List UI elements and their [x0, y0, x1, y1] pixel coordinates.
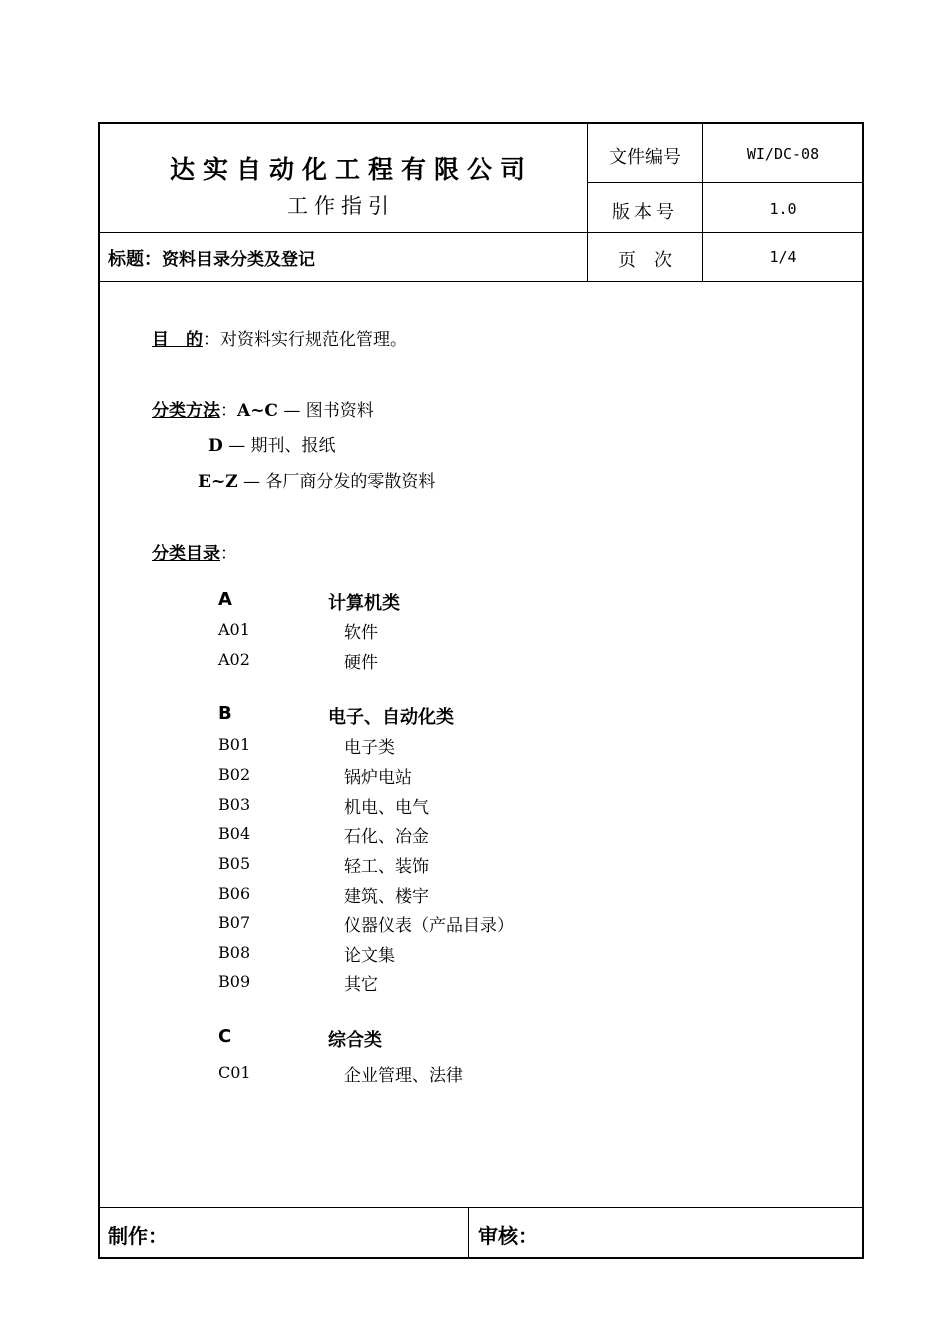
divider [468, 1207, 469, 1258]
item-code: B02 [218, 765, 251, 784]
group-code: B [218, 703, 232, 724]
method-line-3 [198, 467, 435, 492]
item-code: B03 [218, 795, 251, 814]
doc-no-label: 文件编号 [609, 147, 681, 168]
item-code: B05 [218, 854, 251, 873]
made-by-label: 制作： [108, 1224, 168, 1248]
group-name: 电子、自动化类 [328, 707, 454, 728]
divider [99, 281, 863, 282]
item-name: 硬件 [344, 653, 378, 673]
item-name: 其它 [344, 975, 378, 995]
reviewed-by-label: 审核： [478, 1224, 538, 1248]
item-name: 石化、冶金 [344, 827, 429, 847]
item-name: 锅炉电站 [344, 768, 412, 788]
item-name: 仪器仪表（产品目录） [344, 916, 514, 936]
purpose-line [152, 325, 407, 350]
item-name: 建筑、楼宇 [344, 887, 429, 907]
page-label: 页 次 [618, 250, 672, 271]
divider [588, 182, 863, 183]
item-name: 论文集 [344, 946, 395, 966]
title-label: 标题： [108, 249, 162, 270]
item-name: 企业管理、法律 [344, 1066, 463, 1086]
method-label: 分类方法 [152, 401, 220, 421]
divider [99, 232, 863, 233]
group-code: C [218, 1026, 232, 1047]
item-name: 软件 [344, 623, 378, 643]
purpose-colon: ： [203, 330, 220, 350]
item-code: A01 [218, 620, 250, 639]
version-label: 版本号 [612, 202, 678, 223]
group-code: A [218, 589, 232, 610]
item-name: 轻工、装饰 [344, 857, 429, 877]
page-value: 1/4 [769, 248, 797, 266]
document-title [108, 245, 315, 271]
method-text: — 图书资料 [277, 401, 374, 421]
item-name: 电子类 [344, 738, 395, 758]
method-colon: ： [220, 401, 237, 421]
catalog-label: 分类目录 [152, 544, 220, 564]
method-text: — 各厂商分发的零散资料 [237, 472, 436, 492]
item-code: B09 [218, 972, 251, 991]
item-name: 机电、电气 [344, 798, 429, 818]
doc-no-value: WI/DC-08 [746, 145, 820, 163]
group-name: 综合类 [328, 1030, 382, 1051]
company-name: 达实自动化工程有限公司 [170, 155, 534, 184]
divider [99, 1207, 863, 1208]
item-code: B06 [218, 884, 251, 903]
method-line-2 [208, 431, 336, 456]
purpose-label: 目 的 [152, 330, 203, 350]
purpose-text: 对资料实行规范化管理。 [220, 330, 407, 350]
item-code: B07 [218, 913, 251, 932]
method-line-1 [152, 396, 374, 421]
catalog-colon: ： [220, 544, 237, 564]
item-code: B08 [218, 943, 251, 962]
group-name: 计算机类 [328, 593, 400, 614]
method-text: — 期刊、报纸 [222, 436, 336, 456]
method-code: D [208, 436, 223, 456]
item-code: B01 [218, 735, 251, 754]
item-code: B04 [218, 824, 251, 843]
method-code: A~C [237, 401, 278, 421]
document-type: 工作指引 [287, 194, 395, 218]
document-frame [98, 122, 864, 1259]
version-value: 1.0 [769, 200, 797, 218]
title-value: 资料目录分类及登记 [162, 250, 315, 270]
catalog-heading [152, 539, 237, 564]
method-code: E~Z [198, 472, 238, 492]
item-code: C01 [218, 1063, 251, 1082]
item-code: A02 [218, 650, 250, 669]
